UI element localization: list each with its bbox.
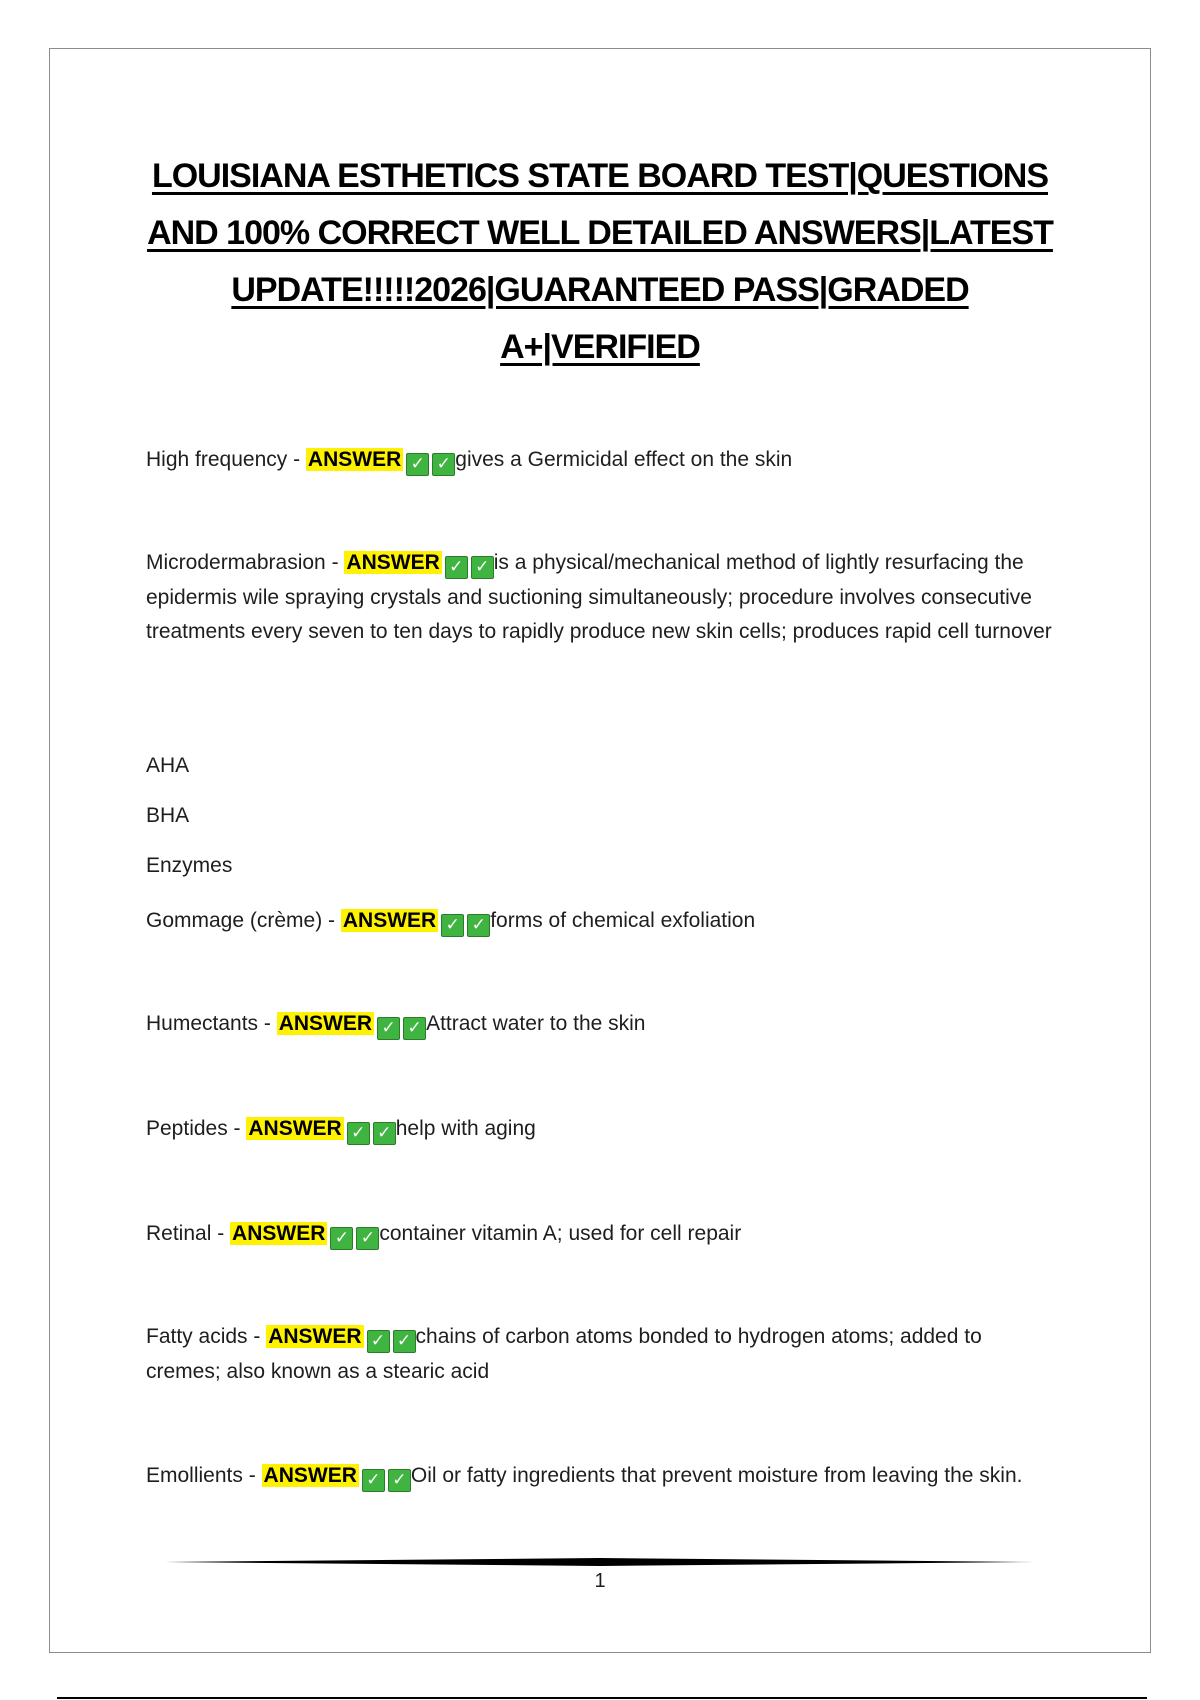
check-mark-icon: ✓ <box>347 1122 370 1145</box>
footer-divider <box>165 1558 1035 1566</box>
check-mark-icon: ✓ <box>356 1227 379 1250</box>
term: Microdermabrasion - <box>146 551 345 574</box>
qa-item-gommage <box>146 904 1056 939</box>
answer-label: ANSWER <box>342 909 437 932</box>
check-mark-icon: ✓ <box>406 453 429 476</box>
term: Humectants - <box>146 1012 277 1035</box>
definition: Attract water to the skin <box>426 1012 646 1035</box>
term: Fatty acids - <box>146 1325 267 1348</box>
bottom-divider <box>57 1697 1147 1699</box>
answer-label: ANSWER <box>346 551 440 574</box>
term: Emollients - <box>146 1464 262 1487</box>
list-line-enzymes: Enzymes <box>146 854 233 877</box>
definition: chains of carbon atoms bonded to hydrogen atoms; added to cremes; also known as a stearic acid <box>146 1325 982 1383</box>
check-mark-icon: ✓ <box>432 453 455 476</box>
check-mark-icon: ✓ <box>471 556 494 579</box>
term: High frequency - <box>146 448 306 471</box>
answer-label: ANSWER <box>248 1117 342 1140</box>
answer-label: ANSWER <box>268 1325 362 1348</box>
answer-label: ANSWER <box>263 1464 357 1487</box>
check-mark-icon: ✓ <box>362 1469 385 1492</box>
check-mark-icon: ✓ <box>388 1469 411 1492</box>
check-mark-icon: ✓ <box>377 1017 400 1040</box>
list-line-aha: AHA <box>146 754 190 777</box>
check-mark-icon: ✓ <box>467 914 490 937</box>
definition: forms of chemical exfoliation <box>490 909 756 932</box>
definition: is a physical/mechanical method of lightly resurfacing the epidermis wile spraying crystals and suctioning simultaneously; procedure involves consecutive treatments every seven to ten days to rapidly produce new skin cells; produces rapid cell turnover <box>146 551 1052 643</box>
check-mark-icon: ✓ <box>373 1122 396 1145</box>
qa-item-peptides <box>146 1112 1056 1147</box>
qa-item-humectants <box>146 1007 1056 1042</box>
check-mark-icon: ✓ <box>403 1017 426 1040</box>
qa-item-high-frequency <box>146 443 1056 478</box>
check-mark-icon: ✓ <box>393 1330 416 1353</box>
qa-item-microdermabrasion <box>146 546 1056 650</box>
definition: container vitamin A; used for cell repair <box>379 1222 742 1245</box>
qa-item-retinal <box>146 1217 1056 1252</box>
list-line-bha: BHA <box>146 804 190 827</box>
term: Gommage (crème) - <box>146 909 341 932</box>
answer-label: ANSWER <box>307 448 402 471</box>
check-mark-icon: ✓ <box>445 556 468 579</box>
definition: gives a Germicidal effect on the skin <box>455 448 793 471</box>
answer-label: ANSWER <box>278 1012 373 1035</box>
qa-item-emollients <box>146 1459 1056 1494</box>
page-number: 1 <box>594 1570 606 1592</box>
answer-label: ANSWER <box>232 1222 326 1245</box>
document-title: LOUISIANA ESTHETICS STATE BOARD TEST|QUESTIONS AND 100% CORRECT WELL DETAILED ANSWERS|LATEST UPDATE!!!!!2026|GUARANTEED PASS|GRADED A+|VERIFIED <box>147 157 1053 366</box>
definition: help with aging <box>395 1117 536 1140</box>
check-mark-icon: ✓ <box>330 1227 353 1250</box>
check-mark-icon: ✓ <box>367 1330 390 1353</box>
definition: Oil or fatty ingredients that prevent moisture from leaving the skin. <box>410 1464 1023 1487</box>
term: Peptides - <box>146 1117 247 1140</box>
check-mark-icon: ✓ <box>441 914 464 937</box>
term: Retinal - <box>146 1222 231 1245</box>
qa-item-fatty-acids <box>146 1320 1056 1389</box>
